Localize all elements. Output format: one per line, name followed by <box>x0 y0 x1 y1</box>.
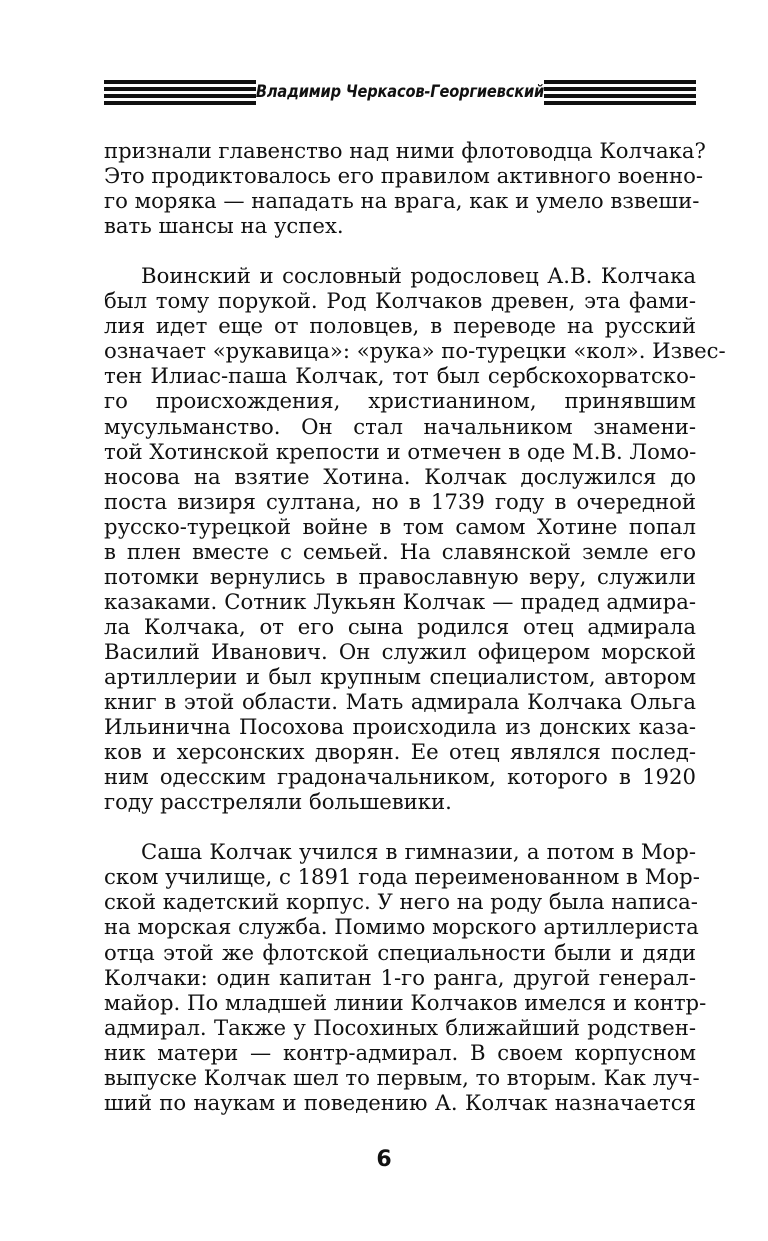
paragraph-3 <box>104 839 707 1115</box>
text-line: был тому порукой. Род Колчаков древен, эта фами- <box>104 288 696 314</box>
text-line: поста визиря султана, но в 1739 году в очередной <box>104 488 696 514</box>
header-stripes-right <box>544 80 696 106</box>
text-line: потомки вернулись в православную веру, служили <box>104 563 696 589</box>
text-line: ков и херсонских дворян. Ее отец являлся послед- <box>104 739 696 765</box>
text-line: го моряка — нападать на врага, как и умело взвеши- <box>104 188 700 214</box>
text-line: ший по наукам и поведению А. Колчак назначается <box>104 1089 696 1115</box>
running-header <box>104 76 696 110</box>
text-line: артиллерии и был крупным специалистом, автором <box>104 663 696 689</box>
text-line: го происхождения, христианином, принявшим <box>104 388 696 414</box>
page-number: 6 <box>376 1147 392 1172</box>
text-line: казаками. Сотник Лукьян Колчак — прадед адмира- <box>104 588 696 614</box>
text-line: Воинский и сословный родословец А.В. Колчака <box>141 263 696 289</box>
text-line: вать шансы на успех. <box>104 213 344 239</box>
text-line: лия идет еще от половцев, в переводе на русский <box>104 313 696 339</box>
text-line: на морская служба. Помимо морского артиллериста <box>104 914 699 940</box>
text-line: ла Колчака, от его сына родился отец адмирала <box>104 613 696 639</box>
text-line: носова на взятие Хотина. Колчак дослужился до <box>104 463 696 489</box>
text-line: ском училище, с 1891 года переименованном в Мор- <box>104 864 700 890</box>
text-line: русско-турецкой войне в том самом Хотине попал <box>104 513 696 539</box>
text-line: Саша Колчак учился в гимназии, а потом в Мор- <box>141 839 696 865</box>
paragraph-2 <box>104 263 726 815</box>
paragraph-1 <box>104 138 706 239</box>
text-line: означает «рукавица»: «рука» по-турецки «кол». Извес- <box>104 338 726 364</box>
text-line: адмирал. Также у Посохиных ближайший родствен- <box>104 1014 696 1040</box>
body-text <box>104 138 726 1115</box>
text-line: мусульманство. Он стал начальником знамени- <box>104 413 696 439</box>
text-line: ним одесским градоначальником, которого в 1920 <box>104 764 696 790</box>
text-line: признали главенство над ними флотоводца Колчака? <box>104 138 706 163</box>
text-line: году расстреляли большевики. <box>104 789 452 815</box>
text-line: в плен вместе с семьей. На славянской земле его <box>104 538 696 564</box>
text-line: отца этой же флотской специальности были и дяди <box>104 939 696 965</box>
text-line: книг в этой области. Мать адмирала Колчака Ольга <box>104 689 696 715</box>
text-line: той Хотинской крепости и отмечен в оде М.В. Ломо- <box>104 438 697 464</box>
text-line: ской кадетский корпус. У него на роду была написа- <box>104 889 698 915</box>
text-line: тен Илиас-паша Колчак, тот был сербскохорватско- <box>104 363 696 389</box>
text-line: Колчаки: один капитан 1-го ранга, другой генерал- <box>104 964 696 990</box>
text-line: выпуске Колчак шел то первым, то вторым. Как луч- <box>104 1064 700 1090</box>
text-line: Василий Иванович. Он служил офицером морской <box>104 638 696 664</box>
running-title: Владимир Черкасов-Георгиевский <box>255 82 545 102</box>
text-line: Это продиктовалось его правилом активного военно- <box>104 163 704 189</box>
text-line: Ильинична Посохова происходила из донских каза- <box>104 714 696 740</box>
text-line: ник матери — контр-адмирал. В своем корпусном <box>104 1039 696 1065</box>
text-line: майор. По младшей линии Колчаков имелся и контр- <box>104 989 707 1015</box>
